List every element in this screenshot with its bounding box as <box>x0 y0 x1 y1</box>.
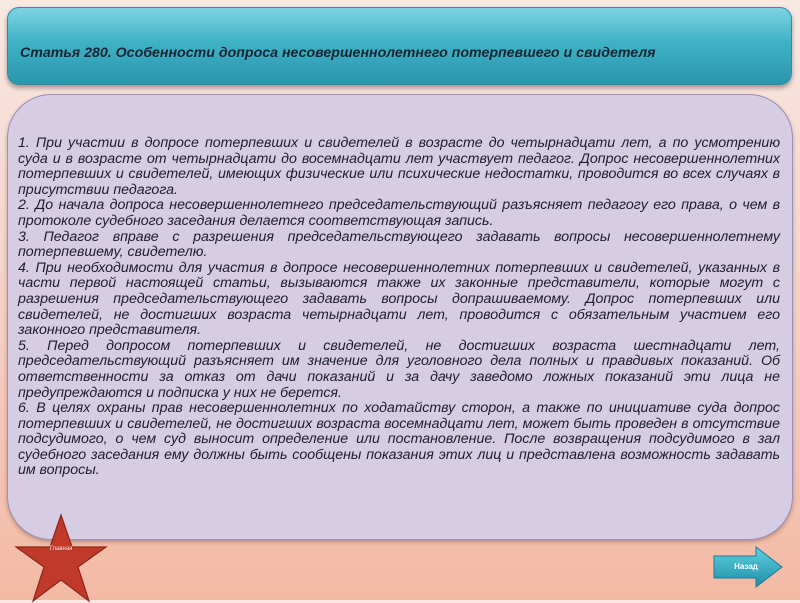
back-button-label: Назад <box>734 562 758 571</box>
home-star-button[interactable] <box>14 513 108 603</box>
article-text <box>18 136 780 479</box>
star-icon <box>16 515 106 601</box>
paragraph-3: 3. Педагог вправе с разрешения председательствующего задавать вопросы несовершеннолетнему потерпевшему, свидетелю. <box>18 228 780 261</box>
paragraph-6: 6. В целях охраны прав несовершеннолетних по ходатайству сторон, а также по инициативе суда допрос потерпевших и свидетелей, не достигших возраста восемнадцати лет, может быть проведен в отсутствие подсудимого, о чем суд выносит определение или постановление. После возвращения подсудимого в зал судебного заседания ему должны быть сообщены показания этих лиц и представлена возможность задавать им вопросы. <box>18 400 780 479</box>
page-title: Статья 280. Особенности допроса несовершеннолетнего потерпевшего и свидетеля <box>20 45 656 61</box>
paragraph-2: 2. До начала допроса несовершеннолетнего председательствующий разъясняет педагогу его права, о чем в протоколе судебного заседания делается соответствующая запись. <box>18 197 780 229</box>
home-button-label: Главная <box>49 546 73 552</box>
title-banner <box>7 7 792 85</box>
paragraph-1: 1. При участии в допросе потерпевших и свидетелей в возрасте до четырнадцати лет, а по усмотрению суда и в возрасте от четырнадцати до восемнадцати лет участвует педагог. Допрос несовершеннолетних потерпевших и свидетелей, имеющих физические или психические недостатки, проводится во всех случаях в присутствии педагога. <box>18 135 780 198</box>
paragraph-5: 5. Перед допросом потерпевших и свидетелей, не достигших возраста шестнадцати лет, председательствующий разъясняет им значение для уголовного дела полных и правдивых показаний. Об ответственности за отказ от дачи показаний и за дачу заведомо ложных показаний эти лица не предупреждаются и подписка у них не берется. <box>18 337 780 401</box>
paragraph-4: 4. При необходимости для участия в допросе несовершеннолетних потерпевших и свидетелей, указанных в части первой настоящей статьи, вызываются также их законные представители, которые могут с разрешения председательствующего задавать вопросы допрашиваемому. Допрос потерпевших или свидетелей, не достигших возраста четырнадцати лет, проводится с обязательным участием его законного представителя. <box>18 259 780 339</box>
